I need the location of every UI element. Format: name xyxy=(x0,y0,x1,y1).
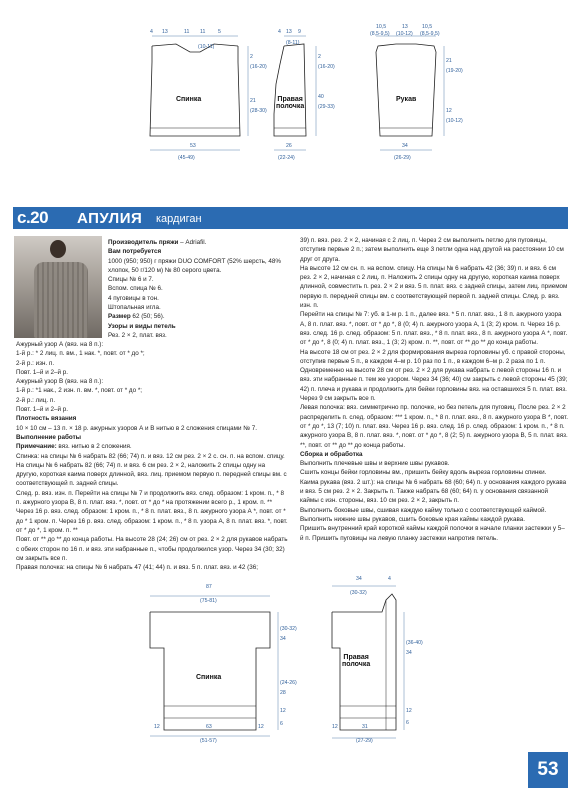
dim-label: (8-11) xyxy=(286,40,300,46)
paragraph-text: Штопальная игла. xyxy=(108,304,161,312)
top-sleeve-diagram xyxy=(366,24,466,164)
page-number: 53 xyxy=(528,752,568,788)
text-paragraph xyxy=(108,303,288,312)
dim-label: 6 xyxy=(406,720,409,726)
dim-label: 13 xyxy=(402,24,408,30)
dim-label: 87 xyxy=(206,584,212,590)
dim-label: 12 xyxy=(332,724,338,730)
dim-label: 5 xyxy=(218,29,221,35)
dim-label: 4 xyxy=(150,29,153,35)
text-paragraph xyxy=(16,563,288,572)
paragraph-text: Рез. 2 × 2, плат. вяз. xyxy=(108,331,167,339)
paragraph-text: Выполнить плечевые швы и верхние швы рукавов. xyxy=(300,460,450,468)
bottom-back-outline xyxy=(140,582,300,744)
intro-block xyxy=(108,238,288,340)
dim-label: 9 xyxy=(298,29,301,35)
paragraph-text: Каима рукава (вяз. 2 шт.): на спицы № 6 набрать 68 (60; 64) п. у основания каждого рукава и вяз. 5 см рез. 2 × 2. Закрыть п. Также набрать 68 (60; 64) п. у основания связанной каймы с изн. стороны, вяз. 10 см рез. 2 × 2, закрыть п. xyxy=(300,478,567,505)
paragraph-text: 4 пуговицы в тон. xyxy=(108,294,159,302)
dim-label: (22-24) xyxy=(278,155,295,161)
bottom-back-diagram xyxy=(140,582,300,744)
dim-label: 12 xyxy=(280,708,286,714)
text-paragraph xyxy=(16,368,288,377)
model-head-shape xyxy=(50,240,66,258)
text-paragraph xyxy=(16,386,288,395)
section-title: АПУЛИЯ xyxy=(77,210,143,227)
top-back-outline xyxy=(136,24,256,164)
text-paragraph xyxy=(300,524,568,543)
paragraph-text: 1-й р.: *1 нак., 2 изн. п. вм. *, повт. от * до *; xyxy=(16,387,143,395)
top-front-diagram xyxy=(264,24,344,164)
cardigan-shape xyxy=(34,262,88,338)
paragraph-text: След. р. вяз. изн. п. Перейти на спицы № 7 и продолжить вяз. след. образом: 1 кром. п., * 8 п. ажурного узора В, 8 п. плат. вяз. *, повт. от * до * на протяжении всего р., 1 кром. п. ** Через 16 р. вяз. след. образом: 1 кром. п., * 8 п. плат. вяз., 8 п. ажурного узора А *, повт. от * до * 1 кром. п. Через 16 р. вяз. след. образом: 1 кром. п., * 8 п. узора А, 8 п. плат. вяз. *, повт. от * до *, 1 кром. п. ** xyxy=(16,489,288,534)
dim-label: (30-32) xyxy=(350,590,367,596)
piece-name-line: полочка xyxy=(276,103,305,111)
dim-label: 12 xyxy=(446,108,452,114)
paragraph-text: 62 (50; 56). xyxy=(130,313,165,321)
dim-label: 11 xyxy=(184,29,190,35)
top-sleeve-outline xyxy=(366,24,466,164)
dim-label: 6 xyxy=(280,721,283,727)
text-paragraph xyxy=(108,312,288,321)
dim-label: (51-57) xyxy=(200,738,217,744)
paragraph-text: Пришить внутренний край короткой каймы каждой полочки в начале планки застежки у 5–й п. Пришить пуговицы на левую планку застежки напротив петель. xyxy=(300,525,565,542)
paragraph-text: Сшить концы бейки горловины вм., пришить бейку вдоль выреза горловины спинки. xyxy=(300,469,547,477)
dim-label: (16-20) xyxy=(318,64,335,70)
paragraph-text: На высоте 12 см сн. п. на вспом. спицу. На спицы № 6 набрать 42 (36; 39) п. и вяз. 6 см рез. 2 × 2, начиная с 2 лиц. п. Наложить 2 спицы одну на другую, короткая каима поверх длинной, совместить п. рез. 2 × 2 и вяз. 5 п. плат. вяз. с задней спицы, затем лиц. приемом первую п. передней спицы вм. с соответствующей первой п. задней спицы. След. р. вяз. изн. п. xyxy=(300,264,568,310)
paragraph-text: На высоте 18 см от рез. 2 × 2 для формирования выреза горловины уб. с правой стороны, отступив первые 5 п., в каждом 4–м р. 10 раз по 1 п., в каждом 6–м р. 2 раза по 1 п. xyxy=(300,348,566,365)
dim-label: 4 xyxy=(388,576,391,582)
piece-name-back: Спинка xyxy=(196,674,222,681)
text-paragraph xyxy=(16,452,288,489)
dim-label: 26 xyxy=(286,143,292,149)
dim-label: 13 xyxy=(162,29,168,35)
paragraph-text: 2-й р.: изн. п. xyxy=(16,359,55,367)
dim-label: 4 xyxy=(278,29,281,35)
paragraph-text: 2-й р.: лиц. п. xyxy=(16,396,56,404)
section-subtitle: кардиган xyxy=(156,213,202,225)
dim-label: 13 xyxy=(286,29,292,35)
dim-label: 21 xyxy=(446,58,452,64)
section-number: с.20 xyxy=(17,208,49,227)
paragraph-text: Ажурный узор А (вяз. на 8 п.): xyxy=(16,341,104,348)
dim-label: 21 xyxy=(250,98,256,104)
piece-name-line: Правая xyxy=(343,654,369,661)
text-paragraph xyxy=(16,442,288,451)
dim-label: 34 xyxy=(280,636,286,642)
paragraph-text: Повт. 1–й и 2–й р. xyxy=(16,368,68,376)
paragraph-heading: Примечание: xyxy=(16,443,57,451)
text-paragraph xyxy=(300,468,568,477)
paragraph-text: Выполнить боковые швы, сшивая каждую кайму только с соответствующей каймой. Выполнить нижние швы рукавов, сшить боковые края каймы каждой рукава. xyxy=(300,506,547,523)
dim-label: 53 xyxy=(190,143,196,149)
text-paragraph xyxy=(300,348,568,367)
paragraph-text: Левая полочка: вяз. симметрично пр. полочке, но без петель для пуговиц. После рез. 2 × 2 распределить п. след. образом: *** 1 кром. п., * 8 п. плат. вяз., 8 п. ажурного узора В *, повт. от * до *, 13 (7; 10) п. плат. вяз. Через 16 р. вяз. след. 16 р. след. образом: 1 кром. п., * 8 п. ажурного узора В, 8 п. плат. вяз. *, повт. от * до *, 8 (2; 5) п. ажурного узора В, 5 п. плат. вяз. **, повт. от ** до ** до конца работы. xyxy=(300,404,568,449)
paragraph-text: Спицы № 6 и 7. xyxy=(108,276,154,284)
text-paragraph xyxy=(300,506,568,525)
paragraph-text: – Adriafil. xyxy=(178,239,207,246)
text-paragraph xyxy=(300,478,568,506)
paragraph-heading: Производитель пряжи xyxy=(108,239,179,246)
paragraph-heading: Размер xyxy=(108,313,131,321)
paragraph-text: Повт. от ** до ** до конца работы. На высоте 28 (24; 26) см от рез. 2 × 2 для рукавов набрать с обеих сторон по 16 п. и вяз. эти набранные п., чтобы продолжился узор. Через 34 (30; 32) см закрыть все п. xyxy=(16,536,288,562)
dim-label: 12 xyxy=(406,708,412,714)
text-paragraph xyxy=(108,275,288,284)
text-paragraph xyxy=(300,310,568,347)
text-paragraph xyxy=(108,331,288,340)
dim-label: 10,5 xyxy=(376,24,387,30)
dim-label: 34 xyxy=(356,576,362,582)
dim-label: (8,5-9,5) xyxy=(420,31,440,37)
text-paragraph xyxy=(300,459,568,468)
paragraph-heading: Вам потребуется xyxy=(108,248,162,256)
column-left xyxy=(16,340,288,572)
piece-name-right-front xyxy=(342,654,370,669)
dim-label: 10,5 xyxy=(422,24,433,30)
bottom-front-diagram xyxy=(312,574,432,746)
paragraph-heading: Сборка и обработка xyxy=(300,450,363,458)
paragraph-text: 1000 (950; 950) г пряжи DUO COMFORT (52% шерсть, 48% хлопок, 50 г/120 м) № 80 серого цвета. xyxy=(108,257,282,274)
text-paragraph xyxy=(16,340,288,349)
piece-name-sleeve: Рукав xyxy=(396,96,417,103)
dim-label: 2 xyxy=(250,54,253,60)
paragraph-text: Перейти на спицы № 7: уб. в 1-м р. 1 п., далее вяз. * 5 п. плат. вяз., 1 8 п. ажурного узора А, 8 п. плат. вяз. *, повт. от * до *, 8 (0; 4) п. ажурного узора А, 1 (3; 2) кром. п. Через 16 р. вяз. след. 16 р. след. образом: 5 п. плат. вяз., * 8 п. плат. вяз., 8 п. ажурного узора А *, повт. от * до *, 8 (0; 4) п. плат. вяз., 1 (3; 2) кром. п. **, повт. от ** до ** до конца работы. xyxy=(300,311,568,347)
text-paragraph xyxy=(108,247,288,256)
text-paragraph xyxy=(108,284,288,293)
text-paragraph xyxy=(300,236,568,264)
text-paragraph xyxy=(16,359,288,368)
dim-label: (29-33) xyxy=(318,104,335,110)
column-right xyxy=(300,236,568,543)
paragraph-text: 39) п. вяз. рез. 2 × 2, начиная с 2 лиц. п. Через 2 см выполнить петлю для пуговицы, отступив первые 2 п.; затем выполнить еще 3 петли одна над другой на расстоянии 10 см друг от друга. xyxy=(300,237,564,263)
text-paragraph xyxy=(300,450,568,459)
paragraph-text: Спинка: на спицы № 6 набрать 82 (66; 74) п. и вяз. 12 см рез. 2 × 2 с. сн. п. на вспом. спицу. На спицы № 6 набрать 82 (66; 74) п. и вяз. 6 см рез. 2 × 2, наложить 2 спицы одну на другую, короткая каима поверх длинной, вяз. лиц. приемом первую п. передней спицы вм. с соответствующей п. задней спицы. xyxy=(16,452,287,488)
dim-label: 12 xyxy=(258,724,264,730)
top-back-diagram xyxy=(136,24,267,164)
paragraph-text: 1-й р.: * 2 лиц. п. вм., 1 нак. *, повт. от * до *; xyxy=(16,350,145,358)
dim-label: 31 xyxy=(362,724,368,730)
dim-label: (26-29) xyxy=(394,155,411,161)
paragraph-text: Правая полочка: на спицы № 6 набрать 47 (41; 44) п. и вяз. 5 п. плат. вяз. и 42 (36; xyxy=(16,564,259,572)
dim-label: 34 xyxy=(406,650,412,656)
dim-label: (10-11) xyxy=(198,44,215,50)
text-paragraph xyxy=(16,349,288,358)
dim-label: 63 xyxy=(206,724,212,730)
dim-label: (8,5-9,5) xyxy=(370,31,390,37)
text-paragraph xyxy=(108,238,288,247)
text-paragraph xyxy=(16,396,288,405)
dim-label: (36-40) xyxy=(406,640,423,646)
top-front-outline xyxy=(264,24,344,164)
paragraph-text: Повт. 1–й и 2–й р. xyxy=(16,406,68,414)
dim-label: 11 xyxy=(200,29,206,35)
paragraph-text: вяз. нитью в 2 сложения. xyxy=(56,443,132,451)
dim-label: (28-30) xyxy=(250,108,267,114)
model-photo xyxy=(14,236,102,338)
text-paragraph xyxy=(300,403,568,449)
text-paragraph xyxy=(108,322,288,331)
text-paragraph xyxy=(300,264,568,310)
text-paragraph xyxy=(16,489,288,535)
paragraph-heading: Узоры и виды петель xyxy=(108,322,176,330)
piece-name-line: Правая xyxy=(277,96,303,103)
paragraph-text: Одновременно на высоте 28 см от рез. 2 × 2 для рукава набрать с левой стороны 16 п. и вяз. эти набранные п. тем же узором. Через 34 (36; 40) см закрыть с левой стороны 45 (39; 42) п. плеча и рукава и продолжить для бейки горловины вяз. на оставшихся 5 п. плат. вяз. Через 9 см закрыть все п. xyxy=(300,367,568,403)
dim-label: (16-20) xyxy=(250,64,267,70)
piece-name-right-front xyxy=(276,96,304,111)
text-paragraph xyxy=(108,294,288,303)
dim-label: (75-81) xyxy=(200,598,217,604)
text-paragraph xyxy=(16,414,288,423)
bottom-front-outline xyxy=(312,574,432,746)
dim-label: 40 xyxy=(318,94,324,100)
text-paragraph xyxy=(16,405,288,414)
dim-label: (24-26) xyxy=(280,680,297,686)
text-paragraph xyxy=(300,366,568,403)
paragraph-text: Вспом. спица № 6. xyxy=(108,285,163,293)
text-paragraph xyxy=(16,424,288,433)
dim-label: 12 xyxy=(154,724,160,730)
paragraph-text: 10 × 10 см – 13 п. × 18 р. ажурных узоров А и В нитью в 2 сложения спицами № 7. xyxy=(16,424,257,432)
text-paragraph xyxy=(108,257,288,276)
paragraph-text: Ажурный узор В (вяз. на 8 п.): xyxy=(16,378,104,386)
paragraph-heading: Выполнение работы xyxy=(16,433,82,441)
dim-label: (19-20) xyxy=(446,68,463,74)
dim-label: 28 xyxy=(280,690,286,696)
text-paragraph xyxy=(16,535,288,563)
dim-label: (45-49) xyxy=(178,155,195,161)
piece-name-line: полочка xyxy=(342,661,371,669)
paragraph-heading: Плотность вязания xyxy=(16,415,77,423)
dim-label: (10-12) xyxy=(446,118,463,124)
dim-label: (30-32) xyxy=(280,626,297,632)
dim-label: (10-12) xyxy=(396,31,413,37)
dim-label: 34 xyxy=(402,143,408,149)
text-paragraph xyxy=(16,433,288,442)
text-paragraph xyxy=(16,377,288,386)
section-header xyxy=(13,207,568,229)
piece-name-back: Спинка xyxy=(176,96,202,103)
dim-label: 2 xyxy=(318,54,321,60)
dim-label: (27-29) xyxy=(356,738,373,744)
